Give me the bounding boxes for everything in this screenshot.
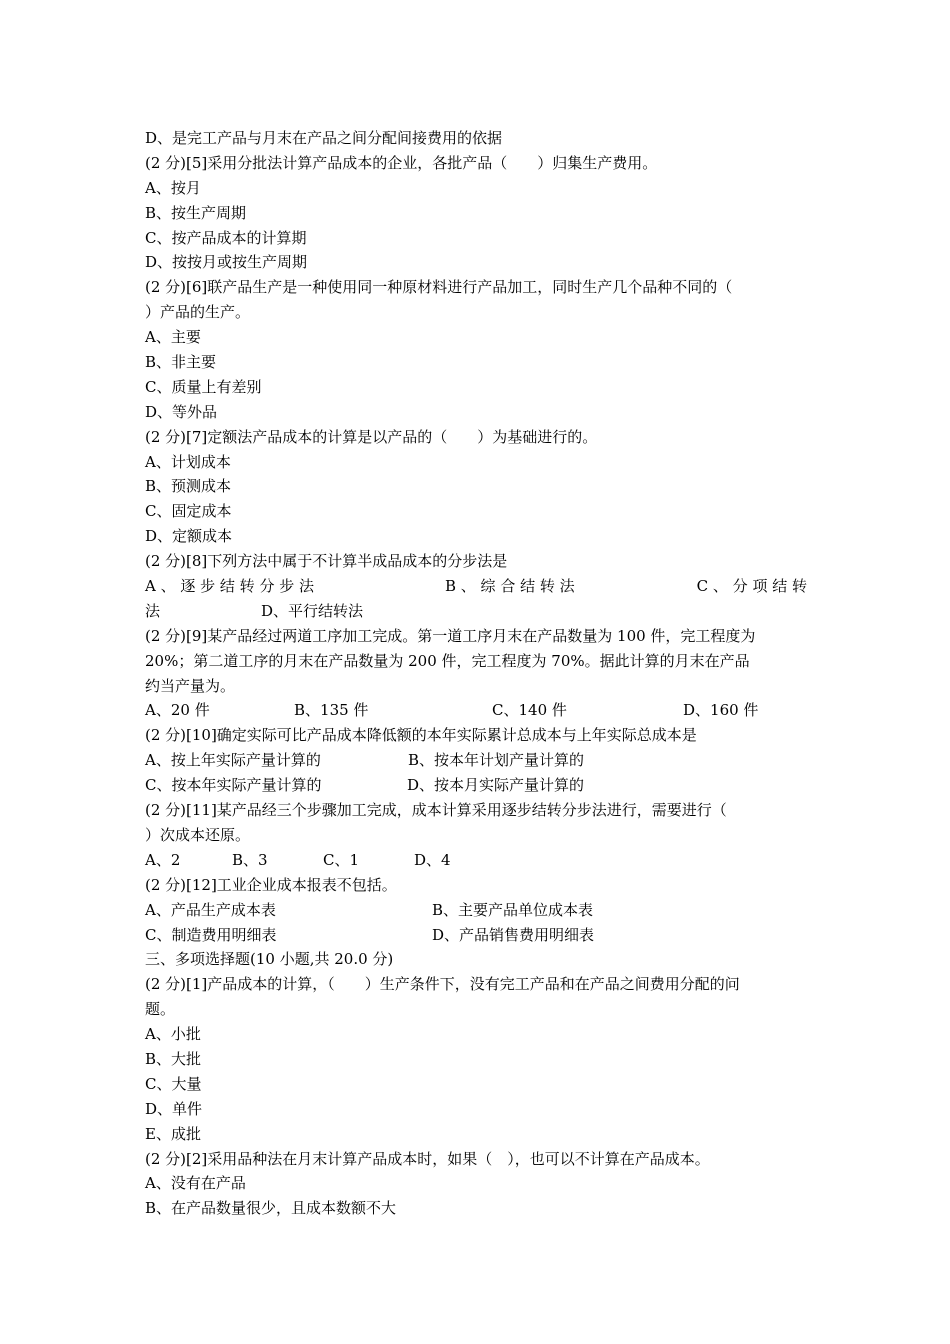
question-stem-continued: 约当产量为。 — [145, 676, 236, 695]
option-d: D、平行结转法 — [261, 601, 364, 620]
option-c: C、制造费用明细表 — [145, 925, 277, 944]
option: D、定额成本 — [145, 527, 233, 546]
option-c: C、按本年实际产量计算的 — [145, 776, 322, 795]
option: A、按月 — [145, 178, 201, 197]
option: D、按按月或按生产周期 — [145, 253, 308, 272]
option: B、大批 — [145, 1049, 202, 1068]
option: B、在产品数量很少，且成本数额不大 — [145, 1199, 397, 1218]
option-row — [145, 848, 807, 873]
option: C、质量上有差别 — [145, 377, 262, 396]
question-stem: (2 分)[6]联产品生产是一种使用同一种原材料进行产品加工，同时生产几个品种不同的（ — [145, 278, 733, 297]
option-row — [145, 773, 807, 798]
option-c-tail: 法 — [145, 601, 161, 620]
option: C、固定成本 — [145, 502, 232, 521]
section-heading: 三、多项选择题(10 小题,共 20.0 分) — [145, 950, 394, 969]
option-c: C 、 分 项 结 转 — [696, 577, 807, 596]
question-stem-continued: ）次成本还原。 — [145, 825, 251, 844]
question-stem: (2 分)[5]采用分批法计算产品成本的企业，各批产品（ ）归集生产费用。 — [145, 153, 658, 172]
text-line: D、是完工产品与月末在产品之间分配间接费用的依据 — [145, 129, 503, 147]
option-d: D、160 件 — [683, 701, 759, 720]
option: C、大量 — [145, 1074, 202, 1093]
question-stem: (2 分)[7]定额法产品成本的计算是以产品的（ ）为基础进行的。 — [145, 427, 598, 446]
option-b: B、135 件 — [294, 701, 369, 720]
option: B、非主要 — [145, 353, 217, 372]
option: A、计划成本 — [145, 452, 231, 471]
question-stem-continued: 题。 — [145, 1000, 176, 1019]
option-a: A、按上年实际产量计算的 — [145, 751, 321, 770]
option-b: B、主要产品单位成本表 — [432, 900, 594, 919]
option: E、成批 — [145, 1124, 201, 1143]
option-b: B 、 综 合 结 转 法 — [445, 577, 575, 596]
question-stem: (2 分)[12]工业企业成本报表不包括。 — [145, 875, 397, 894]
question-stem: (2 分)[1]产品成本的计算，（ ）生产条件下，没有完工产品和在产品之间费用分配的问 — [145, 975, 740, 994]
question-stem: (2 分)[8]下列方法中属于不计算半成品成本的分步法是 — [145, 552, 508, 571]
option-b: B、按本年计划产量计算的 — [408, 751, 585, 770]
option-d: D、产品销售费用明细表 — [432, 925, 595, 944]
option: D、单件 — [145, 1099, 203, 1118]
question-stem: (2 分)[10]确定实际可比产品成本降低额的本年实际累计总成本与上年实际总成本是 — [145, 726, 697, 745]
option: C、按产品成本的计算期 — [145, 228, 307, 247]
option-a: A 、 逐 步 结 转 分 步 法 — [145, 577, 314, 596]
question-stem-continued: ）产品的生产。 — [145, 303, 251, 322]
option-row — [145, 574, 807, 599]
option: A、小批 — [145, 1025, 201, 1044]
option-c: C、1 — [323, 850, 360, 869]
option-b: B、3 — [232, 850, 268, 869]
option-d: D、按本月实际产量计算的 — [407, 776, 585, 795]
option-c: C、140 件 — [492, 701, 567, 720]
option-d: D、4 — [414, 850, 451, 869]
option: A、主要 — [145, 328, 201, 347]
question-stem: (2 分)[9]某产品经过两道工序加工完成。第一道工序月末在产品数量为 100 件，完工程度为 — [145, 626, 756, 645]
option-row — [145, 599, 807, 624]
option-row — [145, 898, 807, 923]
option-row — [145, 748, 807, 773]
option: A、没有在产品 — [145, 1174, 246, 1193]
option-row — [145, 923, 807, 948]
option: B、按生产周期 — [145, 203, 247, 222]
option: B、预测成本 — [145, 477, 232, 496]
option: D、等外品 — [145, 402, 218, 421]
document-page — [145, 126, 807, 1221]
question-stem: (2 分)[2]采用品种法在月末计算产品成本时，如果（ ），也可以不计算在产品成本。 — [145, 1149, 710, 1168]
option-a: A、产品生产成本表 — [145, 900, 276, 919]
question-stem: (2 分)[11]某产品经三个步骤加工完成，成本计算采用逐步结转分步法进行，需要进行（ — [145, 801, 727, 820]
option-a: A、2 — [145, 850, 181, 869]
option-a: A、20 件 — [145, 701, 210, 720]
question-stem-continued: 20%；第二道工序的月末在产品数量为 200 件，完工程度为 70%。据此计算的月末在产品 — [145, 651, 750, 670]
option-row — [145, 698, 807, 723]
